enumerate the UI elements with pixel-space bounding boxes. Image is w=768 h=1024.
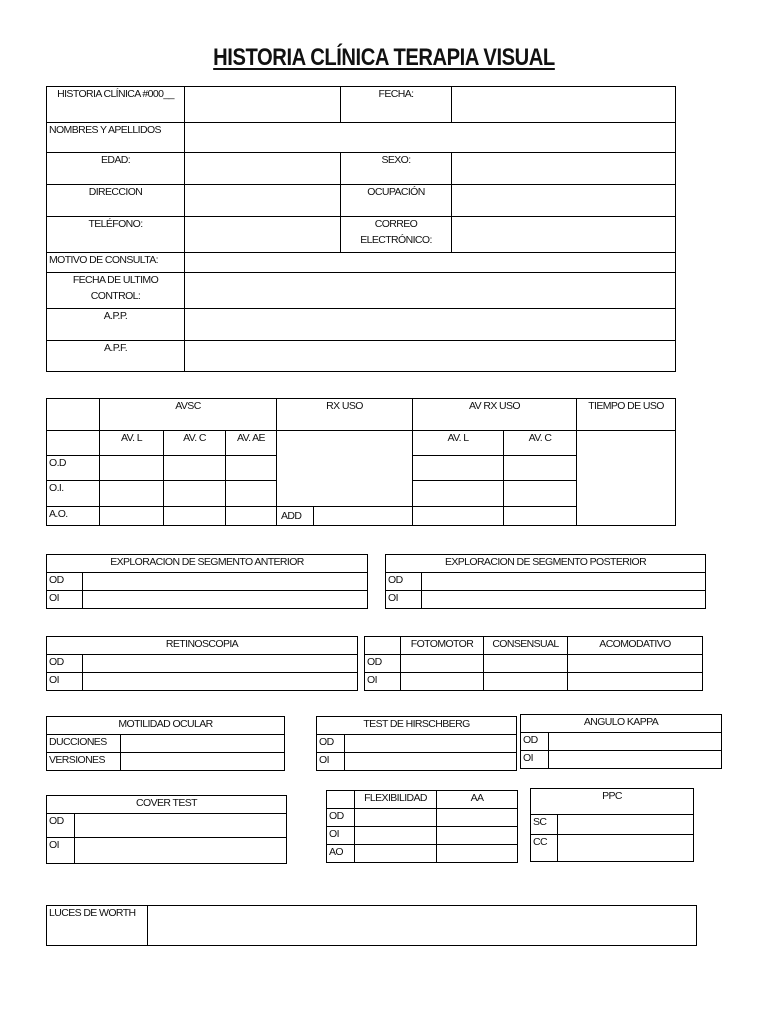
od-avae-field[interactable]: [226, 456, 277, 481]
corner-cell: [47, 399, 100, 431]
cover-test-title: COVER TEST: [47, 796, 287, 814]
flex-corner: [327, 791, 355, 809]
ppc-title: PPC: [531, 789, 694, 815]
ppc-sc-field[interactable]: [558, 815, 694, 835]
flex-oi-field[interactable]: [355, 827, 437, 845]
historia-label: HISTORIA CLÍNICA #000__: [47, 87, 185, 123]
ao-label: A.O.: [47, 507, 100, 526]
cover-od-label: OD: [47, 814, 75, 838]
od-avrx-c-field[interactable]: [504, 456, 577, 481]
correo-label: CORREO ELECTRÓNICO:: [341, 217, 452, 253]
hirschberg-od-label: OD: [317, 735, 345, 753]
reflejos-table: [364, 636, 703, 691]
avsc-header: AVSC: [100, 399, 277, 431]
ppc-cc-label: CC: [531, 835, 558, 862]
correo-field[interactable]: [452, 217, 676, 253]
versiones-label: VERSIONES: [47, 753, 121, 771]
consensual-od-field[interactable]: [484, 655, 568, 673]
app-label: A.P.P.: [47, 309, 185, 341]
ao-avrx-c-field[interactable]: [504, 507, 577, 526]
nombres-field[interactable]: [185, 123, 676, 153]
cover-test-table: [46, 795, 287, 864]
hirschberg-oi-label: OI: [317, 753, 345, 771]
flex-ao-label: AO: [327, 845, 355, 863]
avae-header: AV. AE: [226, 431, 277, 456]
telefono-field[interactable]: [185, 217, 341, 253]
consensual-oi-field[interactable]: [484, 673, 568, 691]
motivo-field[interactable]: [185, 253, 676, 273]
kappa-title: ANGULO KAPPA: [521, 715, 722, 733]
seg-anterior-od-field[interactable]: [83, 573, 368, 591]
tiempo-header: TIEMPO DE USO: [577, 399, 676, 431]
nombres-label: NOMBRES Y APELLIDOS: [47, 123, 185, 153]
rxuso-header: RX USO: [277, 399, 413, 431]
patient-data-table: [46, 86, 676, 372]
fotomotor-header: FOTOMOTOR: [401, 637, 484, 655]
add-field[interactable]: [314, 507, 412, 525]
direccion-label: DIRECCION: [47, 185, 185, 217]
avrx-l-header: AV. L: [413, 431, 504, 456]
kappa-od-label: OD: [521, 733, 549, 751]
ppc-cc-field[interactable]: [558, 835, 694, 862]
empty-cell: [47, 431, 100, 456]
add-label: ADD: [277, 507, 314, 525]
acomodativo-oi-field[interactable]: [568, 673, 703, 691]
kappa-od-field[interactable]: [549, 733, 722, 751]
kappa-oi-field[interactable]: [549, 751, 722, 769]
direccion-field[interactable]: [185, 185, 341, 217]
sexo-field[interactable]: [452, 153, 676, 185]
seg-posterior-oi-label: OI: [386, 591, 422, 609]
kappa-oi-label: OI: [521, 751, 549, 769]
reflejos-oi-label: OI: [365, 673, 401, 691]
tiempo-field[interactable]: [577, 431, 676, 526]
od-avrx-l-field[interactable]: [413, 456, 504, 481]
hirschberg-title: TEST DE HIRSCHBERG: [317, 717, 517, 735]
aa-oi-field[interactable]: [437, 827, 518, 845]
retinoscopia-table: [46, 636, 358, 691]
reflejos-od-label: OD: [365, 655, 401, 673]
avc-header: AV. C: [164, 431, 226, 456]
cover-oi-field[interactable]: [75, 838, 287, 864]
retinoscopia-oi-label: OI: [47, 673, 83, 691]
seg-posterior-od-field[interactable]: [422, 573, 706, 591]
cover-od-field[interactable]: [75, 814, 287, 838]
flex-oi-label: OI: [327, 827, 355, 845]
oi-avae-field[interactable]: [226, 481, 277, 507]
page-title: HISTORIA CLÍNICA TERAPIA VISUAL: [213, 44, 555, 71]
ao-avrx-l-field[interactable]: [413, 507, 504, 526]
app-field[interactable]: [185, 309, 676, 341]
ducciones-label: DUCCIONES: [47, 735, 121, 753]
worth-table: [46, 905, 697, 946]
visual-acuity-table: [46, 398, 676, 526]
consensual-header: CONSENSUAL: [484, 637, 568, 655]
ducciones-field[interactable]: [121, 735, 285, 753]
fotomotor-od-field[interactable]: [401, 655, 484, 673]
retinoscopia-od-label: OD: [47, 655, 83, 673]
worth-label: LUCES DE WORTH: [47, 906, 148, 946]
seg-posterior-title: EXPLORACION DE SEGMENTO POSTERIOR: [386, 555, 706, 573]
apf-label: A.P.F.: [47, 341, 185, 372]
od-avc-field[interactable]: [164, 456, 226, 481]
hirschberg-oi-field[interactable]: [345, 753, 517, 771]
seg-anterior-title: EXPLORACION DE SEGMENTO ANTERIOR: [47, 555, 368, 573]
avrx-c-header: AV. C: [504, 431, 577, 456]
ao-avae-field[interactable]: [226, 507, 277, 526]
flex-od-field[interactable]: [355, 809, 437, 827]
oi-avrx-c-field[interactable]: [504, 481, 577, 507]
aa-ao-field[interactable]: [437, 845, 518, 863]
cover-oi-label: OI: [47, 838, 75, 864]
oi-label: O.I.: [47, 481, 100, 507]
oi-avrx-l-field[interactable]: [413, 481, 504, 507]
ppc-table: [530, 788, 694, 862]
seg-anterior-oi-label: OI: [47, 591, 83, 609]
motilidad-title: MOTILIDAD OCULAR: [47, 717, 285, 735]
acomodativo-header: ACOMODATIVO: [568, 637, 703, 655]
seg-anterior-od-label: OD: [47, 573, 83, 591]
flex-od-label: OD: [327, 809, 355, 827]
ppc-sc-label: SC: [531, 815, 558, 835]
fecha-label: FECHA:: [341, 87, 452, 123]
retinoscopia-oi-field[interactable]: [83, 673, 358, 691]
retinoscopia-od-field[interactable]: [83, 655, 358, 673]
fecha-field[interactable]: [452, 87, 676, 123]
ocupacion-label: OCUPACIÓN: [341, 185, 452, 217]
fecha-control-label: FECHA DE ULTIMO CONTROL:: [47, 273, 185, 309]
historia-field[interactable]: [185, 87, 341, 123]
od-avl-field[interactable]: [100, 456, 164, 481]
od-label: O.D: [47, 456, 100, 481]
avrxuso-header: AV RX USO: [413, 399, 577, 431]
ao-avl-field[interactable]: [100, 507, 164, 526]
versiones-field[interactable]: [121, 753, 285, 771]
worth-field[interactable]: [148, 906, 697, 946]
seg-posterior-oi-field[interactable]: [422, 591, 706, 609]
avl-header: AV. L: [100, 431, 164, 456]
motilidad-table: [46, 716, 285, 771]
fotomotor-oi-field[interactable]: [401, 673, 484, 691]
sexo-label: SEXO:: [341, 153, 452, 185]
telefono-label: TELÉFONO:: [47, 217, 185, 253]
oi-avc-field[interactable]: [164, 481, 226, 507]
fecha-control-field[interactable]: [185, 273, 676, 309]
reflejos-corner: [365, 637, 401, 655]
flex-ao-field[interactable]: [355, 845, 437, 863]
seg-posterior-table: [385, 554, 706, 609]
flexibilidad-table: [326, 790, 518, 863]
edad-label: EDAD:: [47, 153, 185, 185]
seg-anterior-table: [46, 554, 368, 609]
hirschberg-table: [316, 716, 517, 771]
ocupacion-field[interactable]: [452, 185, 676, 217]
aa-header: AA: [437, 791, 518, 809]
motivo-label: MOTIVO DE CONSULTA:: [47, 253, 185, 273]
edad-field[interactable]: [185, 153, 341, 185]
apf-field[interactable]: [185, 341, 676, 372]
acomodativo-od-field[interactable]: [568, 655, 703, 673]
rxuso-field[interactable]: [277, 431, 413, 507]
seg-anterior-oi-field[interactable]: [83, 591, 368, 609]
hirschberg-od-field[interactable]: [345, 735, 517, 753]
ao-avc-field[interactable]: [164, 507, 226, 526]
retinoscopia-title: RETINOSCOPIA: [47, 637, 358, 655]
kappa-table: [520, 714, 722, 769]
aa-od-field[interactable]: [437, 809, 518, 827]
seg-posterior-od-label: OD: [386, 573, 422, 591]
oi-avl-field[interactable]: [100, 481, 164, 507]
flexibilidad-header: FLEXIBILIDAD: [355, 791, 437, 809]
